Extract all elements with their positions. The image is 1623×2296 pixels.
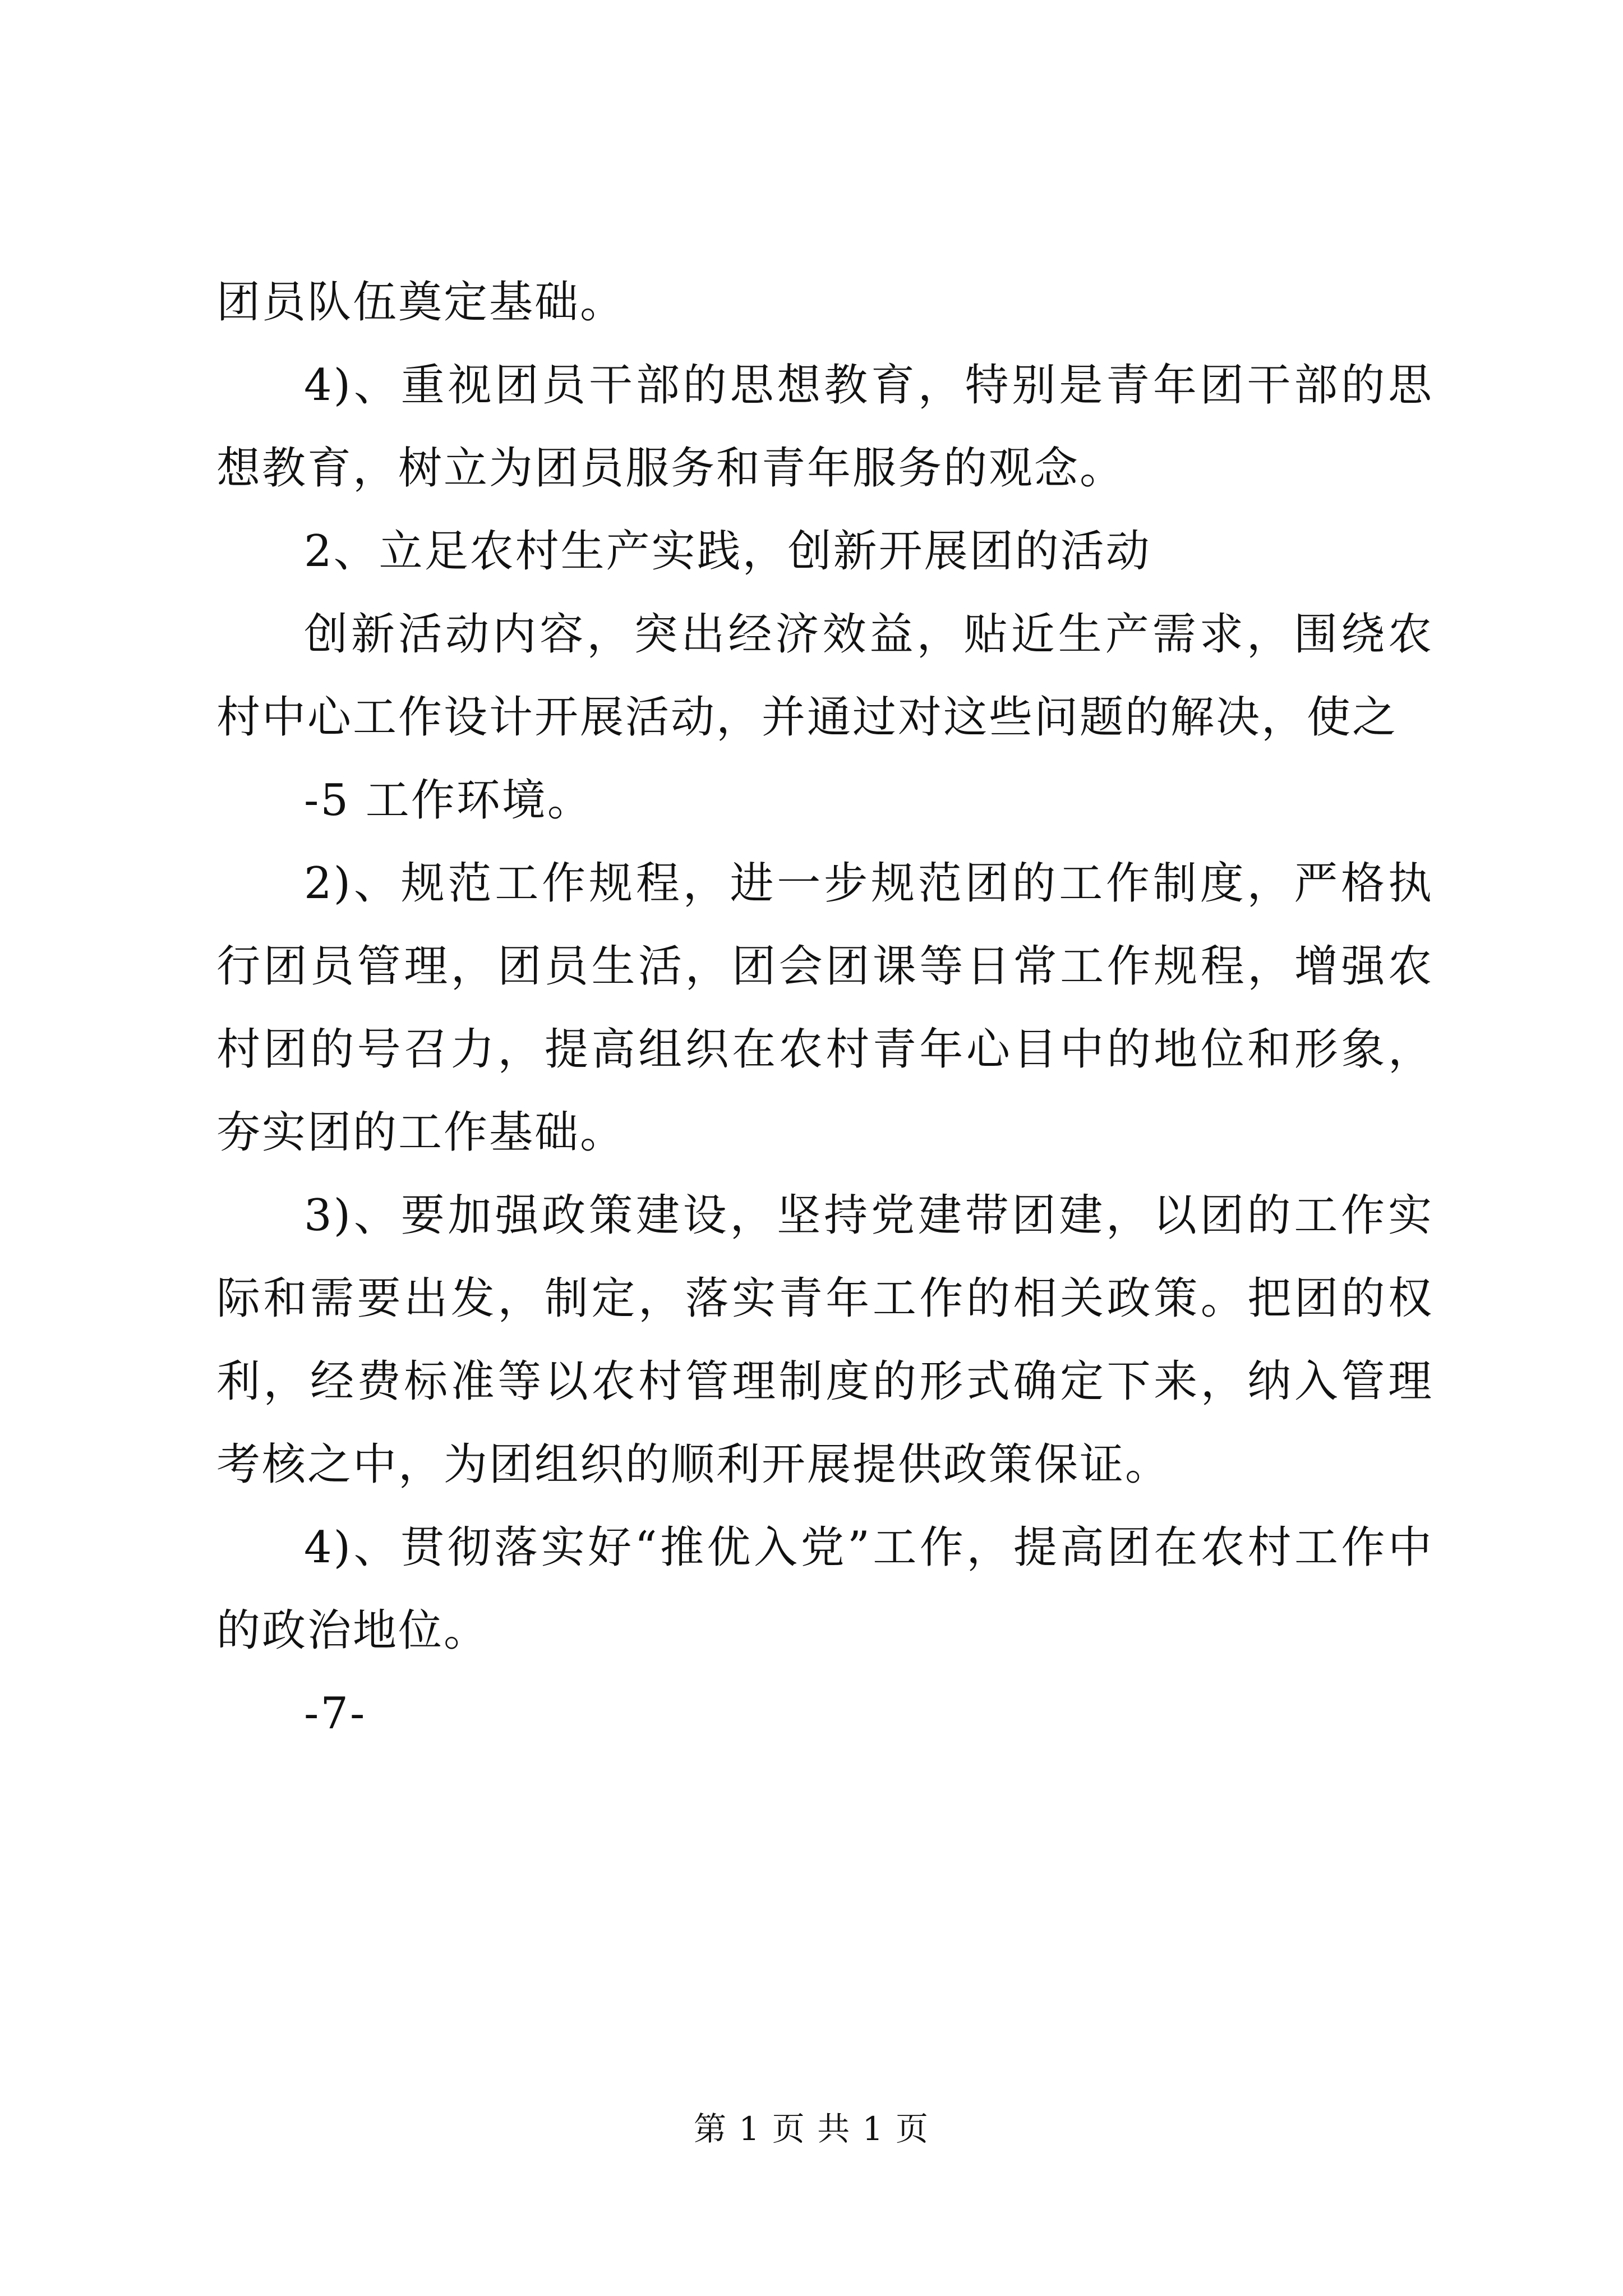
document-body (216, 261, 1433, 1755)
paragraph-6: 3)、要加强政策建设，坚持党建带团建，以团的工作实际和需要出发，制定，落实青年工作的相关政策。把团的权利，经费标准等以农村管理制度的形式确定下来，纳入管理考核之中，为团组织的顺利开展提供政策保证。 (216, 1190, 1433, 1490)
paragraph-5: 2)、规范工作规程，进一步规范团的工作制度，严格执行团员管理，团员生活，团会团课等日常工作规程，增强农村团的号召力，提高组织在农村青年心目中的地位和形象，夯实团的工作基础。 (216, 858, 1433, 1158)
paragraph-7: 4)、贯彻落实好“推优入党”工作，提高团在农村工作中的政治地位。 (216, 1522, 1433, 1656)
paragraph-3: 创新活动内容，突出经济效益，贴近生产需求，围绕农村中心工作设计开展活动，并通过对这些问题的解决，使之 (216, 609, 1433, 743)
page-footer: 第 1 页 共 1 页 (694, 2110, 929, 2148)
paragraph-2: 4)、重视团员干部的思想教育，特别是青年团干部的思想教育，树立为团员服务和青年服务的观念。 (216, 360, 1433, 494)
page-marker: -7- (304, 1688, 367, 1739)
paragraph-4: -5 工作环境。 (304, 775, 593, 826)
paragraph-1: 团员队伍奠定基础。 (216, 277, 626, 328)
section-heading: 2、立足农村生产实践，创新开展团的活动 (304, 526, 1151, 577)
